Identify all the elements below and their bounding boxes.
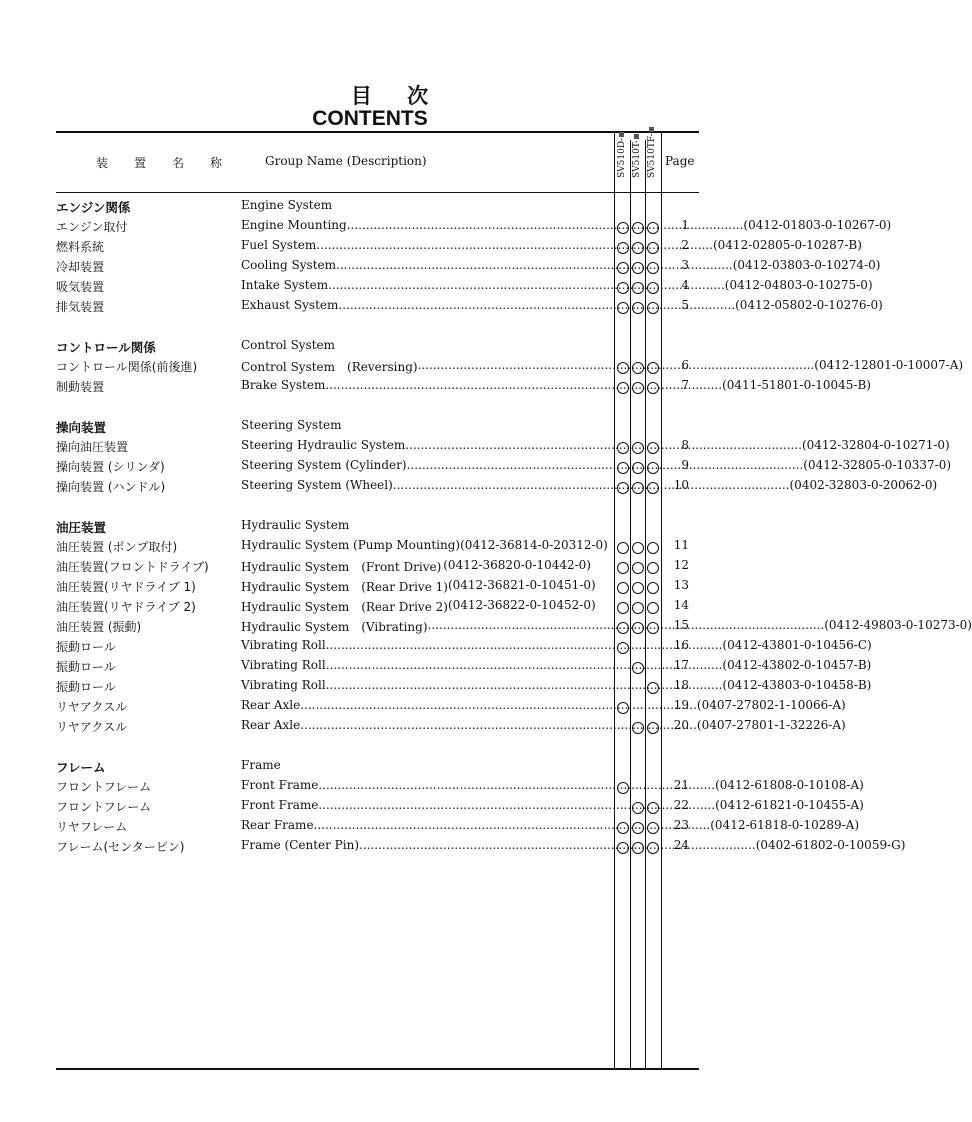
applicable-circle-icon [617, 462, 629, 474]
applicable-circle-icon [632, 602, 644, 614]
page-number: 24 [673, 838, 689, 852]
item-name-english: Fuel System [241, 238, 317, 252]
item-description [241, 258, 881, 272]
applicable-circle-icon [647, 722, 659, 734]
item-name-japanese: 振動ロール [56, 660, 116, 674]
item-name-english: Vibrating Roll [241, 678, 326, 692]
item-description [241, 378, 871, 392]
item-name-japanese: 油圧装置(リヤドライブ 1) [56, 580, 196, 594]
page-number: 2 [681, 238, 689, 252]
applicable-circle-icon [632, 242, 644, 254]
header-group-name: Group Name (Description) [265, 154, 427, 168]
item-name-japanese: 燃料系統 [56, 240, 105, 254]
part-code: (0412-04803-0-10275-0) [724, 278, 873, 292]
leader-dots [405, 438, 802, 452]
section-title-english: Steering System [241, 418, 342, 432]
item-description [241, 598, 596, 615]
contents-row [0, 258, 881, 278]
item-name-english: Cooling System [241, 258, 336, 272]
item-name-japanese: リヤアクスル [56, 700, 128, 714]
applicable-circle-icon [617, 562, 629, 574]
applicable-circle-icon [632, 262, 644, 274]
contents-row [0, 358, 964, 378]
item-description [241, 358, 964, 375]
contents-row [0, 238, 862, 258]
part-code: (0407-27801-1-32226-A) [696, 718, 846, 732]
part-code: (0412-32805-0-10337-0) [803, 458, 952, 472]
applicable-circle-icon [632, 462, 644, 474]
applicable-circle-icon [617, 262, 629, 274]
applicable-circle-icon [632, 362, 644, 374]
contents-row [0, 378, 871, 398]
applicable-circle-icon [617, 602, 629, 614]
item-name-english: Rear Frame [241, 818, 314, 832]
applicable-circle-icon [647, 822, 659, 834]
section-header [0, 418, 793, 438]
section-title-english: Engine System [241, 198, 333, 212]
section-title-english: Frame [241, 758, 281, 772]
part-code: (0412-02805-0-10287-B) [712, 238, 862, 252]
applicable-circle-icon [647, 602, 659, 614]
applicable-circle-icon [632, 622, 644, 634]
item-description [241, 278, 873, 292]
applicable-circle-icon [647, 442, 659, 454]
item-name-japanese: 振動ロール [56, 680, 116, 694]
item-name-japanese: 排気装置 [56, 300, 105, 314]
item-name-english: Intake System [241, 278, 329, 292]
page-number: 16 [673, 638, 689, 652]
part-code: (0412-43801-0-10456-C) [722, 638, 872, 652]
leader-dots [407, 458, 804, 472]
leader-dots [325, 378, 722, 392]
part-code: (0412-36821-0-10451-0) [447, 578, 596, 592]
applicable-circle-icon [617, 542, 629, 554]
applicable-circle-icon [617, 782, 629, 794]
page-number: 18 [673, 678, 689, 692]
applicable-circle-icon [647, 622, 659, 634]
applicable-circle-icon [647, 302, 659, 314]
applicable-circle-icon [617, 822, 629, 834]
contents-row [0, 458, 952, 478]
part-code: (0402-32803-0-20062-0) [789, 478, 938, 492]
applicable-circle-icon [632, 562, 644, 574]
applicable-circle-icon [647, 362, 659, 374]
part-code: (0412-49803-0-10273-0) [824, 618, 972, 632]
section-header [0, 518, 793, 538]
applicable-circle-icon [617, 382, 629, 394]
item-name-japanese: 操向装置 (ハンドル) [56, 480, 166, 494]
page-number: 3 [681, 258, 689, 272]
applicable-circle-icon [617, 642, 629, 654]
item-name-english: Rear Axle [241, 718, 301, 732]
contents-row [0, 598, 793, 618]
item-name-japanese: 吸気装置 [56, 280, 105, 294]
item-name-english: Control System (Reversing) [241, 360, 418, 374]
applicable-circle-icon [617, 302, 629, 314]
page-number: 13 [673, 578, 689, 592]
item-name-english: Vibrating Roll [241, 638, 326, 652]
page-number: 12 [673, 558, 689, 572]
item-name-english: Hydraulic System (Rear Drive 1) [241, 580, 448, 594]
applicable-circle-icon [632, 582, 644, 594]
part-code: (0412-05802-0-10276-0) [735, 298, 883, 312]
contents-row [0, 718, 846, 738]
page-number: 15 [673, 618, 689, 632]
leader-dots [393, 478, 790, 492]
part-code: (0411-51801-0-10045-B) [722, 378, 871, 392]
applicable-circle-icon [632, 842, 644, 854]
part-code: (0412-36822-0-10452-0) [447, 598, 596, 612]
part-code: (0412-61808-0-10108-A) [715, 778, 864, 792]
model-header-sv510d: SV510D- [617, 132, 627, 178]
part-code: (0412-01803-0-10267-0) [743, 218, 892, 232]
item-description [241, 298, 883, 312]
applicable-circle-icon [632, 302, 644, 314]
applicable-circle-icon [647, 802, 659, 814]
applicable-circle-icon [617, 702, 629, 714]
contents-row [0, 798, 864, 818]
item-name-english: Rear Axle [241, 698, 301, 712]
applicable-circle-icon [632, 222, 644, 234]
page-number: 5 [681, 298, 689, 312]
page-number: 9 [681, 458, 689, 472]
contents-row [0, 618, 972, 638]
applicable-circle-icon [632, 722, 644, 734]
section-header [0, 198, 793, 218]
contents-row [0, 658, 872, 678]
part-code: (0412-32804-0-10271-0) [801, 438, 950, 452]
item-name-japanese: フロントフレーム [56, 800, 152, 814]
item-name-japanese: フロントフレーム [56, 780, 152, 794]
section-header [0, 338, 793, 358]
section-title-english: Control System [241, 338, 336, 352]
applicable-circle-icon [647, 562, 659, 574]
page-number: 4 [681, 278, 689, 292]
page-number: 7 [681, 378, 689, 392]
model-header-sv510tf: SV510TF- [647, 127, 657, 178]
applicable-circle-icon [617, 582, 629, 594]
contents-row [0, 278, 873, 298]
page-number: 11 [673, 538, 689, 552]
contents-row [0, 778, 864, 798]
section-title-japanese: 操向装置 [56, 420, 107, 435]
applicable-circle-icon [647, 582, 659, 594]
item-name-english: Front Frame [241, 778, 319, 792]
part-code: (0412-61821-0-10455-A) [715, 798, 864, 812]
contents-row [0, 818, 860, 838]
header-japanese-name: 装置名称 [96, 156, 249, 170]
applicable-circle-icon [647, 542, 659, 554]
page-number: 1 [681, 218, 689, 232]
page-number: 20 [673, 718, 689, 732]
section-title-japanese: エンジン関係 [56, 200, 131, 215]
item-name-english: Steering System (Cylinder) [241, 458, 407, 472]
section-header [0, 758, 793, 778]
applicable-circle-icon [632, 822, 644, 834]
applicable-circle-icon [632, 802, 644, 814]
item-name-japanese: リヤアクスル [56, 720, 128, 734]
applicable-circle-icon [647, 682, 659, 694]
item-name-english: Vibrating Roll [241, 658, 326, 672]
applicable-circle-icon [617, 482, 629, 494]
item-name-english: Steering System (Wheel) [241, 478, 393, 492]
contents-row [0, 558, 793, 578]
title-english: CONTENTS [312, 107, 428, 130]
section-title-japanese: フレーム [56, 760, 106, 775]
page-number: 21 [673, 778, 689, 792]
item-name-japanese: 油圧装置(フロントドライブ) [56, 560, 209, 574]
item-name-japanese: 油圧装置(リヤドライブ 2) [56, 600, 196, 614]
item-description [241, 438, 950, 452]
item-name-english: Brake System [241, 378, 326, 392]
page-number: 6 [681, 358, 689, 372]
page-number: 17 [673, 658, 689, 672]
leader-dots [326, 638, 723, 652]
item-name-japanese: 油圧装置 (ポンプ取付) [56, 540, 178, 554]
applicable-circle-icon [632, 382, 644, 394]
part-code: (0412-36820-0-10442-0) [443, 558, 591, 572]
part-code: (0412-43803-0-10458-B) [722, 678, 872, 692]
contents-row [0, 838, 906, 858]
item-name-english: Hydraulic System (Vibrating) [241, 620, 428, 634]
part-code: (0412-03803-0-10274-0) [732, 258, 881, 272]
model-header-sv510t: SV510T- [632, 134, 642, 178]
applicable-circle-icon [647, 382, 659, 394]
applicable-circle-icon [632, 442, 644, 454]
item-description [241, 218, 892, 232]
section-title-english: Hydraulic System [241, 518, 350, 532]
page-number: 23 [673, 818, 689, 832]
applicable-circle-icon [647, 262, 659, 274]
contents-row [0, 438, 950, 458]
applicable-circle-icon [632, 282, 644, 294]
section-title-japanese: コントロール関係 [56, 340, 156, 355]
item-name-japanese: 制動装置 [56, 380, 105, 394]
part-code: (0412-36814-0-20312-0) [460, 538, 608, 552]
leader-dots [359, 838, 756, 852]
applicable-circle-icon [617, 282, 629, 294]
page-number: 19 [673, 698, 689, 712]
item-name-japanese: 操向装置 (シリンダ) [56, 460, 165, 474]
part-code: (0402-61802-0-10059-G) [755, 838, 906, 852]
contents-row [0, 638, 872, 658]
applicable-circle-icon [617, 622, 629, 634]
item-name-english: Exhaust System [241, 298, 339, 312]
page-number: 14 [673, 598, 689, 612]
applicable-circle-icon [647, 482, 659, 494]
item-description [241, 578, 596, 595]
contents-row [0, 478, 938, 498]
item-description [241, 238, 862, 252]
item-name-english: Steering Hydraulic System [241, 438, 406, 452]
item-name-japanese: 冷却装置 [56, 260, 105, 274]
item-name-japanese: フレーム(センターピン) [56, 840, 185, 854]
part-code: (0407-27802-1-10066-A) [696, 698, 846, 712]
page-number: 8 [681, 438, 689, 452]
applicable-circle-icon [647, 842, 659, 854]
contents-row [0, 298, 883, 318]
item-name-japanese: コントロール関係(前後進) [56, 360, 198, 374]
title-japanese: 目 次 [350, 84, 443, 108]
applicable-circle-icon [647, 222, 659, 234]
contents-row [0, 218, 892, 238]
contents-row [0, 678, 872, 698]
header-page: Page [665, 154, 695, 168]
part-code: (0412-61818-0-10289-A) [710, 818, 860, 832]
item-name-japanese: 操向油圧装置 [56, 440, 129, 454]
applicable-circle-icon [617, 242, 629, 254]
leader-dots [300, 698, 697, 712]
page-number: 22 [673, 798, 689, 812]
item-name-japanese: エンジン取付 [56, 220, 128, 234]
page-number: 10 [673, 478, 689, 492]
leader-dots [318, 778, 715, 792]
applicable-circle-icon [647, 462, 659, 474]
applicable-circle-icon [647, 242, 659, 254]
item-name-japanese: リヤフレーム [56, 820, 128, 834]
applicable-circle-icon [632, 542, 644, 554]
applicable-circle-icon [632, 482, 644, 494]
item-name-english: Hydraulic System (Front Drive) [241, 560, 442, 574]
applicable-circle-icon [617, 442, 629, 454]
item-description [241, 538, 608, 552]
contents-row [0, 578, 793, 598]
item-name-japanese: 振動ロール [56, 640, 116, 654]
part-code: (0412-12801-0-10007-A) [814, 358, 964, 372]
item-name-english: Front Frame [241, 798, 319, 812]
part-code: (0412-43802-0-10457-B) [722, 658, 872, 672]
leader-dots [326, 658, 723, 672]
item-description [241, 458, 952, 472]
applicable-circle-icon [617, 842, 629, 854]
applicable-circle-icon [617, 222, 629, 234]
item-name-japanese: 油圧装置 (振動) [56, 620, 142, 634]
item-name-english: Frame (Center Pin) [241, 838, 360, 852]
section-title-japanese: 油圧装置 [56, 520, 107, 535]
applicable-circle-icon [617, 362, 629, 374]
item-name-english: Hydraulic System (Pump Mounting) [241, 538, 461, 552]
applicable-circle-icon [632, 662, 644, 674]
contents-row [0, 698, 846, 718]
item-name-english: Hydraulic System (Rear Drive 2) [241, 600, 448, 614]
item-name-english: Engine Mounting [241, 218, 347, 232]
leader-dots [326, 678, 723, 692]
leader-dots [418, 358, 815, 375]
applicable-circle-icon [647, 282, 659, 294]
item-description [241, 558, 591, 575]
contents-row [0, 538, 793, 558]
